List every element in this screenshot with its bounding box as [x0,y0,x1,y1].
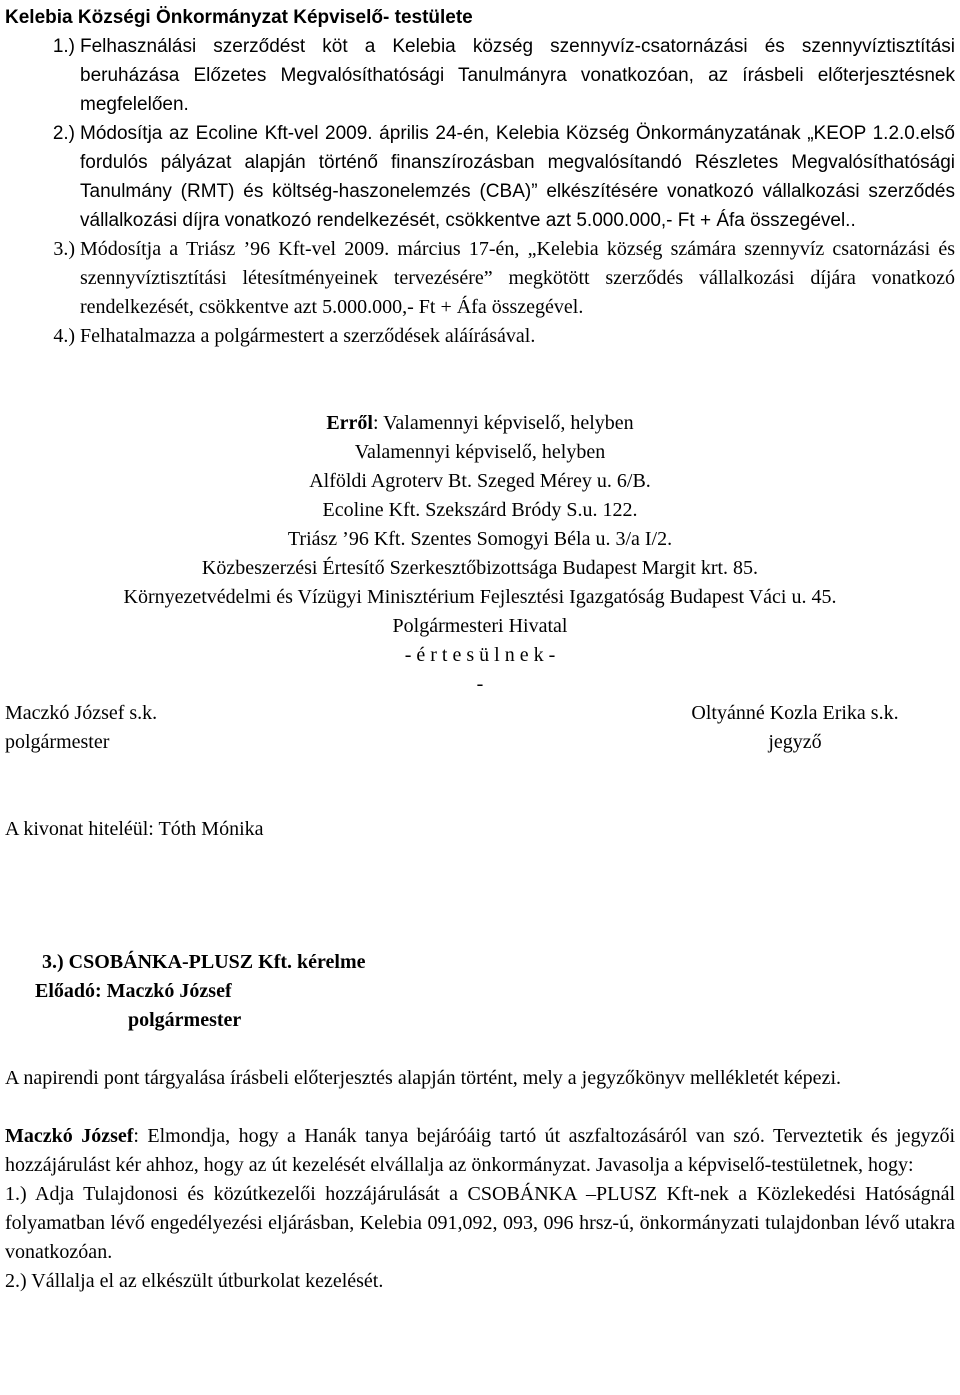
speaker-name: Maczkó József [5,1125,134,1147]
notary-name: Oltyánné Kozla Erika s.k. [691,702,899,724]
distribution-line: Valamennyi képviselő, helyben [354,441,606,463]
proposal-item: 2.) Vállalja el az elkészült útburkolat kezelését. [5,1270,384,1292]
item-number: 3.) [53,238,75,260]
dash-line: - [476,673,484,695]
distribution-line: Közbeszerzési Értesítő Szerkesztőbizottsága Budapest Margit krt. 85. [201,557,759,579]
distribution-line: Alföldi Agroterv Bt. Szeged Mérey u. 6/B. [309,470,651,492]
section-presenter-title: polgármester [128,1009,242,1031]
document-page [0,3,960,1395]
proposal-item: 1.) Adja Tulajdonosi és közútkezelői hozzájárulását a CSOBÁNKA –PLUSZ Kft-nek a Közlekedési Hatóságnál folyamatban lévő engedélyezési eljárásban, Kelebia 091,092, 093, 096 hrsz-ú, önkormányzati tulajdonban lévő utakra vonatkozóan. [5,1183,955,1263]
resolution-item [5,235,955,322]
speaker-paragraph [5,1122,955,1180]
item-text: Módosítja az Ecoline Kft-vel 2009. április 24-én, Kelebia Község Önkormányzatának „KEOP 1.2.0.első fordulós pályázat alapján történő finanszírozásban megvalósítandó Részletes Megvalósíthatósági Tanulmány (RMT) és költség-haszonelemzés (CBA)” elkészítésére vonatkozó vállalkozási szerződés vállalkozási díjra vonatkozó rendelkezését, csökkentve azt 5.000.000,- Ft + Áfa összegével.. [80,123,955,231]
signature-block [5,699,955,757]
resolution-item [5,119,955,235]
resolution-items-serif [5,235,955,351]
section-presenter: Előadó: Maczkó József [35,980,232,1002]
mayor-name: Maczkó József s.k. [5,702,158,724]
item-text: Felhasználási szerződést köt a Kelebia község szennyvíz-csatornázási és szennyvíztisztítási beruházása Előzetes Megvalósíthatósági Tanulmányra vonatkozóan, az írásbeli előterjesztésnek megfelelően. [80,36,955,115]
certified-copy: A kivonat hiteléül: Tóth Mónika [5,818,264,840]
resolution-item [5,322,955,351]
item-number: 4.) [53,325,75,347]
mayor-title: polgármester [5,731,110,753]
item-number: 1.) [52,36,75,57]
resolution-item [5,32,955,119]
item-number: 2.) [52,123,75,144]
resolution-items [5,32,955,235]
item-text: Felhatalmazza a polgármestert a szerződések aláírásával. [80,325,536,347]
signature-left [5,699,157,757]
distribution-line: Ecoline Kft. Szekszárd Bródy S.u. 122. [322,499,638,521]
speaker-text: : Elmondja, hogy a Hanák tanya bejáróáig tartó út aszfaltozásáról van szó. Terveztetik és jegyzői hozzájárulást kér ahhoz, hogy az út kezelését elvállalja az önkormányzat. Javasolja a képviselő-testületnek, hogy: [5,1125,955,1176]
distribution-line: Polgármesteri Hivatal [392,615,568,637]
distribution-first-line [5,409,955,438]
notify-line: - é r t e s ü l n e k - [404,644,556,666]
document-header: Kelebia Községi Önkormányzat Képviselő- testülete [5,7,473,28]
distribution-first: : Valamennyi képviselő, helyben [372,412,634,434]
item-text: Módosítja a Triász ’96 Kft-vel 2009. március 17-én, „Kelebia község számára szennyvíz csatornázási és szennyvíztisztítási létesítményeinek tervezésére” megkötött szerződés vállalkozási díjára vonatkozó rendelkezését, csökkentve azt 5.000.000,- Ft + Áfa összegével. [80,238,955,318]
signature-right [665,699,925,757]
distribution-line: Triász ’96 Kft. Szentes Somogyi Béla u. 3/a I/2. [287,528,673,550]
distribution-label: Erről [326,412,373,434]
agenda-paragraph: A napirendi pont tárgyalása írásbeli előterjesztés alapján történt, mely a jegyzőkönyv mellékletét képezi. [5,1067,841,1089]
distribution-list [5,409,955,699]
notary-title: jegyző [768,731,822,753]
distribution-line: Környezetvédelmi és Vízügyi Minisztérium Fejlesztési Igazgatóság Budapest Váci u. 45. [123,586,837,608]
section-title: 3.) CSOBÁNKA-PLUSZ Kft. kérelme [42,951,366,973]
